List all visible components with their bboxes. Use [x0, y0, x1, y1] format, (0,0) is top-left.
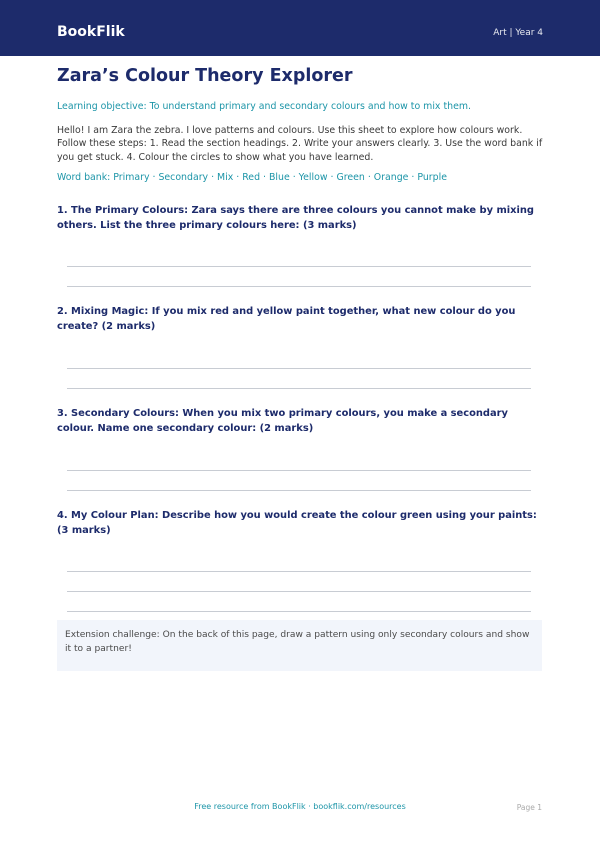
answer-line[interactable]: [67, 286, 531, 287]
answer-line[interactable]: [67, 490, 531, 491]
extension-challenge-text: Extension challenge: On the back of this page, draw a pattern using only secondary colours and show it to a partner!: [65, 630, 530, 654]
answer-line[interactable]: [67, 591, 531, 592]
extension-challenge-box: [57, 620, 542, 671]
worksheet-title: Zara’s Colour Theory Explorer: [57, 66, 353, 86]
page-number: Page 1: [516, 803, 542, 812]
answer-line[interactable]: [67, 266, 531, 267]
answer-line[interactable]: [67, 368, 531, 369]
answer-line[interactable]: [67, 611, 531, 612]
question-2: 2. Mixing Magic: If you mix red and yellow paint together, what new colour do you create? (2 marks): [57, 306, 516, 332]
learning-objective: Learning objective: To understand primary and secondary colours and how to mix them.: [57, 101, 471, 112]
question-3: 3. Secondary Colours: When you mix two primary colours, you make a secondary colour. Name one secondary colour: (2 marks): [57, 408, 508, 434]
answer-line[interactable]: [67, 470, 531, 471]
header-bar: [0, 0, 600, 56]
intro-text: Hello! I am Zara the zebra. I love patterns and colours. Use this sheet to explore how colours work. Follow these steps: 1. Read the section headings. 2. Write your answers clearly. 3. Use the word bank if you get stuck. 4. Colour the circles to show what you have learned.: [57, 125, 543, 163]
brand-logo[interactable]: BookFlik: [57, 24, 125, 40]
answer-line[interactable]: [67, 388, 531, 389]
answer-line[interactable]: [67, 571, 531, 572]
word-bank: Word bank: Primary · Secondary · Mix · Red · Blue · Yellow · Green · Orange · Purple: [57, 172, 447, 183]
question-4: 4. My Colour Plan: Describe how you would create the colour green using your paints: (3 marks): [57, 510, 537, 536]
subject-year-label: Art | Year 4: [493, 28, 543, 38]
question-1: 1. The Primary Colours: Zara says there are three colours you cannot make by mixing others. List the three primary colours here: (3 marks): [57, 205, 534, 231]
footer-link[interactable]: Free resource from BookFlik · bookflik.com/resources: [194, 802, 406, 811]
